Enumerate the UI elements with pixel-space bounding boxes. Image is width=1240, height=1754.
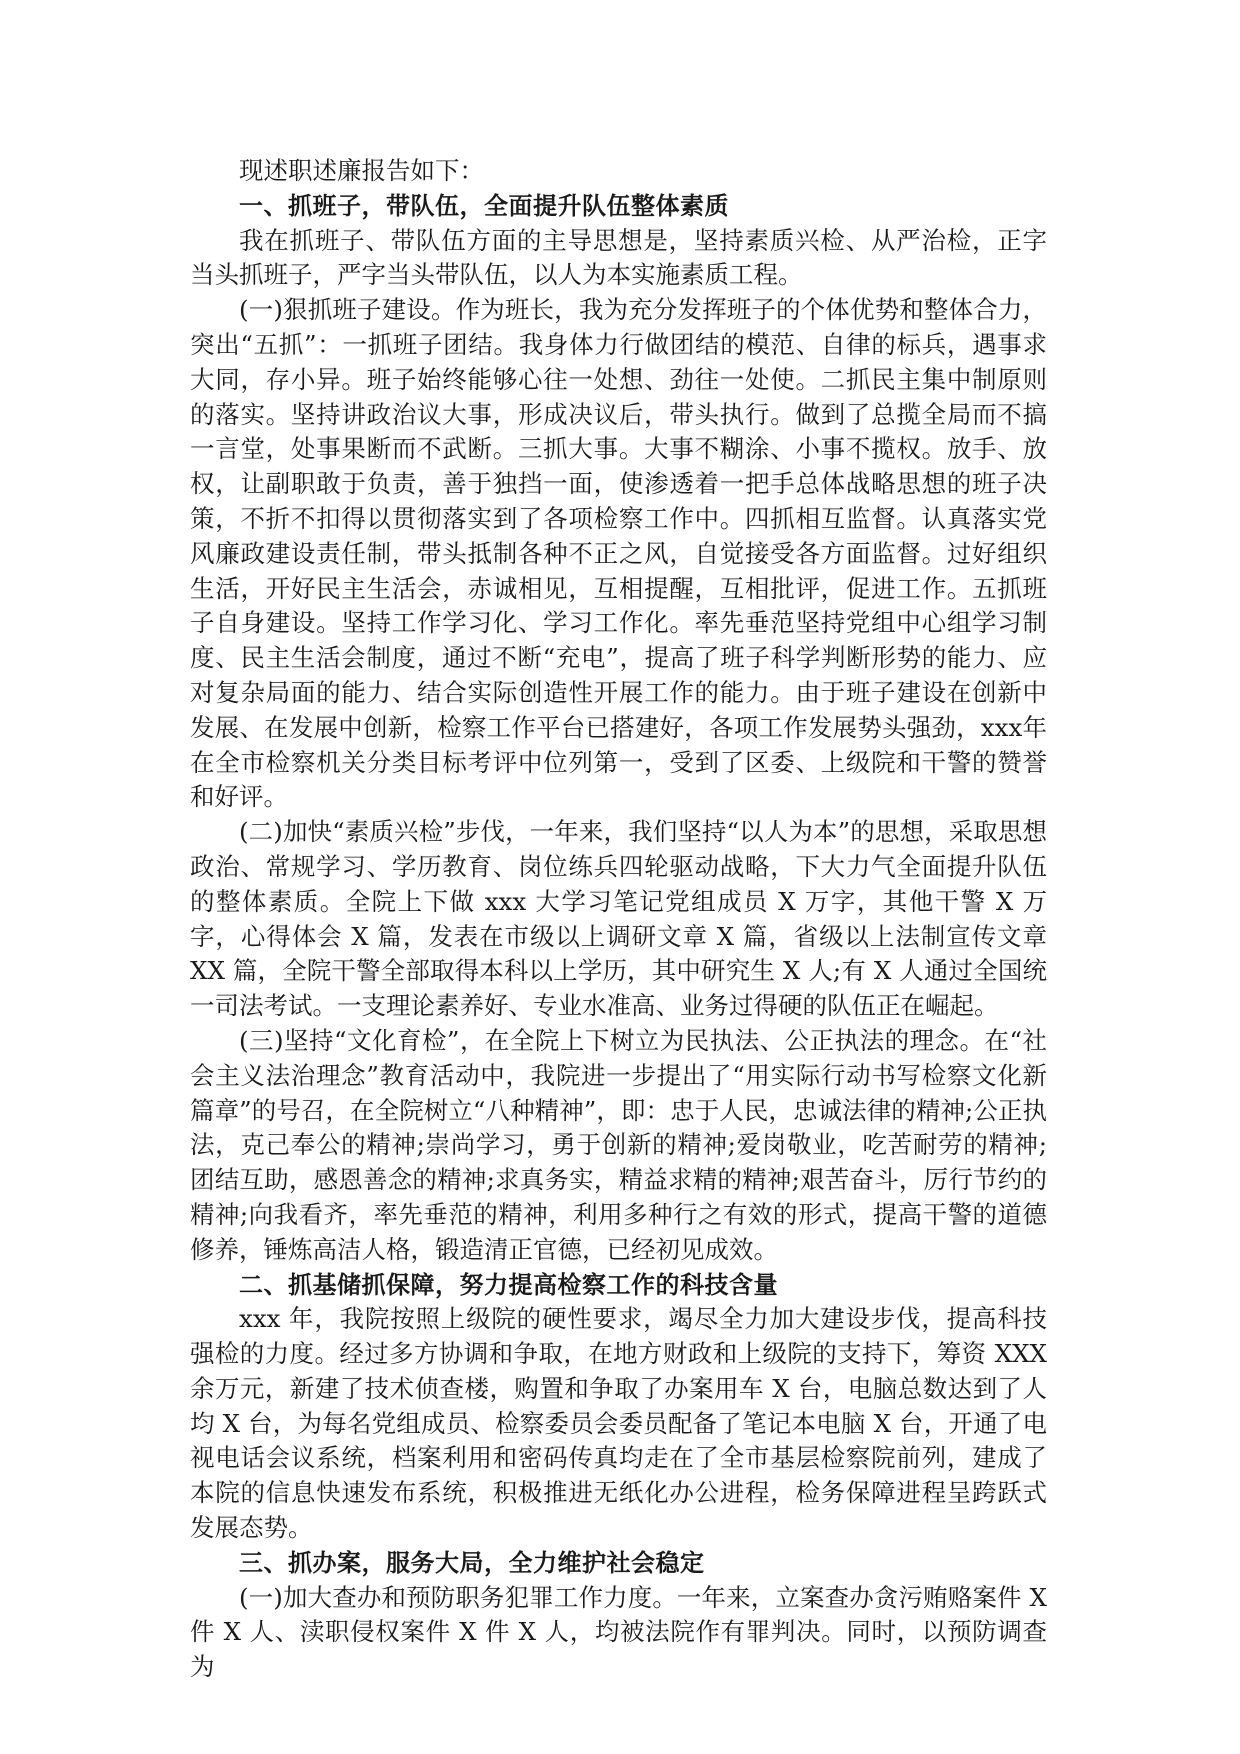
section-heading-2: 二、抓基储抓保障，努力提高检察工作的科技含量 <box>239 1270 778 1299</box>
intro-line: 现述职述廉报告如下： <box>239 156 484 185</box>
paragraph-5: xxx 年，我院按照上级院的硬性要求，竭尽全力加大建设步伐，提高科技强检的力度。经过多方协调和争取，在地方财政和上级院的支持下，筹资 XXX 余万元，新建了技术侦查楼，购置和争取了办案用车 X 台，电脑总数达到了人均 X 台，为每名党组成员、检察委员会委员配备了笔记本电脑 X 台，开通了电视电话会议系统，档案利用和密码传真均走在了全市基层检察院前列，建成了本院的信息快速发布系统，积极推进无纸化办公进程，检务保障进程呈跨跃式发展态势。 <box>190 1304 1047 1543</box>
paragraph-2: (一)狠抓班子建设。作为班长，我为充分发挥班子的个体优势和整体合力，突出“五抓”：一抓班子团结。我身体力行做团结的模范、自律的标兵，遇事求大同，存小异。班子始终能够心往一处想、劲往一处使。二抓民主集中制原则的落实。坚持讲政治议大事，形成决议后，带头执行。做到了总揽全局而不搞一言堂，处事果断而不武断。三抓大事。大事不糊涂、小事不揽权。放手、放权，让副职敢于负责，善于独挡一面，使渗透着一把手总体战略思想的班子决策，不折不扣得以贯彻落实到了各项检察工作中。四抓相互监督。认真落实党风廉政建设责任制，带头抵制各种不正之风，自觉接受各方面监督。过好组织生活，开好民主生活会，赤诚相见，互相提醒，互相批评，促进工作。五抓班子自身建设。坚持工作学习化、学习工作化。率先垂范坚持党组中心组学习制度、民主生活会制度，通过不断“充电”，提高了班子科学判断形势的能力、应对复杂局面的能力、结合实际创造性开展工作的能力。由于班子建设在创新中发展、在发展中创新，检察工作平台已搭建好，各项工作发展势头强劲，xxx年在全市检察机关分类目标考评中位列第一，受到了区委、上级院和干警的赞誉和好评。 <box>190 295 1047 812</box>
document-body <box>190 154 1047 1685</box>
paragraph-6: (一)加大查办和预防职务犯罪工作力度。一年来，立案查办贪污贿赂案件 X 件 X 人、渎职侵权案件 X 件 X 人，均被法院作有罪判决。同时，以预防调查为 <box>190 1582 1047 1682</box>
paragraph-4: (三)坚持“文化育检”，在全院上下树立为民执法、公正执法的理念。在“社会主义法治理念”教育活动中，我院进一步提出了“用实际行动书写检察文化新篇章”的号召，在全院树立“八种精神”，即：忠于人民，忠诚法律的精神;公正执法，克己奉公的精神;崇尚学习，勇于创新的精神;爱岗敬业，吃苦耐劳的精神;团结互助，感恩善念的精神;求真务实，精益求精的精神;艰苦奋斗，厉行节约的精神;向我看齐，率先垂范的精神，利用多种行之有效的形式，提高干警的道德修养，锤炼高洁人格，锻造清正官德，已经初见成效。 <box>190 1025 1047 1264</box>
section-heading-3: 三、抓办案，服务大局，全力维护社会稳定 <box>239 1548 705 1577</box>
paragraph-3: (二)加快“素质兴检”步伐，一年来，我们坚持“以人为本”的思想，采取思想政治、常规学习、学历教育、岗位练兵四轮驱动战略，下大力气全面提升队伍的整体素质。全院上下做 xxx 大学习笔记党组成员 X 万字，其他干警 X 万字，心得体会 X 篇，发表在市级以上调研文章 X 篇，省级以上法制宣传文章 XX 篇，全院干警全部取得本科以上学历，其中研究生 X 人;有 X 人通过全国统一司法考试。一支理论素养好、专业水准高、业务过得硬的队伍正在崛起。 <box>190 817 1047 1021</box>
paragraph-1: 我在抓班子、带队伍方面的主导思想是，坚持素质兴检、从严治检，正字当头抓班子，严字当头带队伍，以人为本实施素质工程。 <box>190 225 1047 290</box>
section-heading-1: 一、抓班子，带队伍，全面提升队伍整体素质 <box>239 191 729 220</box>
